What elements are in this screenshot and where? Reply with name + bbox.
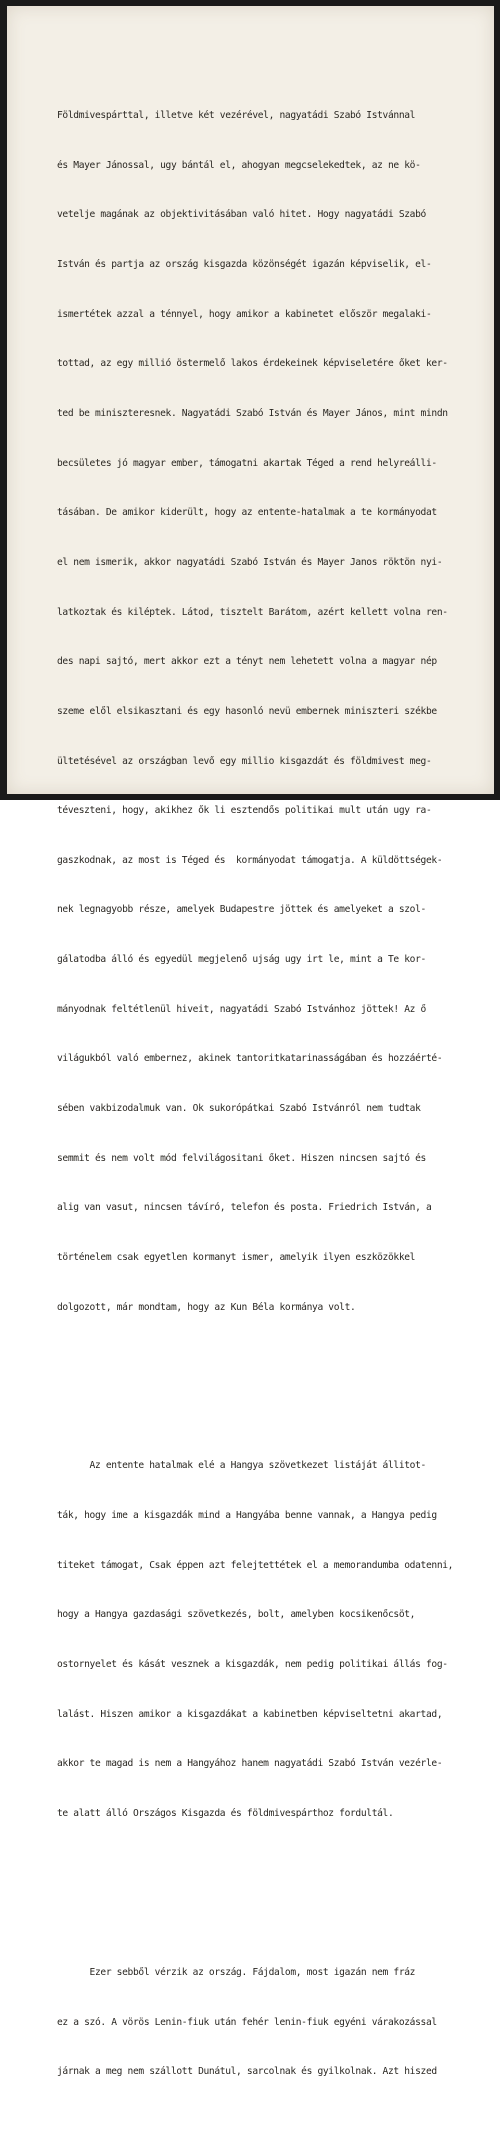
text-line: ismertétek azzal a ténnyel, hogy amikor a kabinetet először megalaki- bbox=[57, 308, 432, 320]
text-line: nek legnagyobb része, amelyek Budapestre jöttek és amelyeket a szol- bbox=[57, 904, 426, 916]
text-line: tásában. De amikor kiderült, hogy az entente-hatalmak a te kormányodat bbox=[57, 507, 437, 519]
text-line: alig van vasut, nincsen távíró, telefon és posta. Friedrich István, a bbox=[57, 1202, 432, 1214]
text-line: ültetésével az országban levő egy millio kisgazdát és földmivest meg- bbox=[57, 755, 432, 767]
paragraph-2 bbox=[57, 1425, 477, 1855]
text-line: István és partja az ország kisgazda közönségét igazán képviselik, el- bbox=[57, 259, 432, 271]
text-line: semmit és nem volt mód felvilágositani őket. Hiszen nincsen sajtó és bbox=[57, 1152, 426, 1164]
text-line: ták, hogy ime a kisgazdák mind a Hangyába benne vannak, a Hangya pedig bbox=[57, 1510, 437, 1522]
text-line: ted be miniszteresnek. Nagyatádi Szabó István és Mayer János, mint mindn bbox=[57, 408, 448, 420]
text-line: sében vakbizodalmuk van. Ok sukorópátkai Szabó Istvánról nem tudtak bbox=[57, 1103, 421, 1114]
paragraph-1 bbox=[57, 75, 477, 1349]
text-line: mányodnak feltétlenül hiveit, nagyatádi Szabó Istvánhoz jöttek! Az ő bbox=[57, 1003, 426, 1015]
text-line: és Mayer Jánossal, ugy bántál el, ahogyan megcselekedtek, az ne kö- bbox=[57, 159, 421, 171]
paragraph-gap bbox=[57, 1382, 477, 1392]
text-line: gálatodba álló és egyedül megjelenő ujság ugy irt le, mint a Te kor- bbox=[57, 954, 426, 966]
text-line: el nem ismerik, akkor nagyatádi Szabó István és Mayer Janos röktön nyi- bbox=[57, 556, 443, 568]
paragraph-3 bbox=[57, 1932, 477, 2114]
text-line: Földmivespárttal, illetve két vezérével, nagyatádi Szabó Istvánnal bbox=[57, 110, 416, 122]
text-line: des napi sajtó, mert akkor ezt a tényt nem lehetett volna a magyar nép bbox=[57, 656, 437, 668]
text-line: szeme elől elsikasztani és egy hasonló nevü embernek miniszteri székbe bbox=[57, 705, 437, 717]
text-line: járnak a meg nem szállott Dunátul, sarcolnak és gyilkolnak. Azt hiszed bbox=[57, 2066, 437, 2078]
text-line: te alatt álló Országos Kisgazda és földmivespárthoz fordultál. bbox=[57, 1807, 394, 1819]
paragraph-gap bbox=[57, 1889, 477, 1899]
text-line: téveszteni, hogy, akikhez ők li esztendős politikai mult után ugy ra- bbox=[57, 805, 432, 817]
text-line: titeket támogat, Csak éppen azt felejtettétek el a memorandumba odatenni, bbox=[57, 1559, 454, 1571]
text-line: lalást. Hiszen amikor a kisgazdákat a kabinetben képviseltetni akartad, bbox=[57, 1708, 443, 1720]
text-line: ez a szó. A vörös Lenin-fiuk után fehér lenin-fiuk egyéni várakozással bbox=[57, 2016, 437, 2028]
text-line: tottad, az egy millió östermelő lakos érdekeinek képviseletére őket ker- bbox=[57, 358, 448, 370]
text-line: akkor te magad is nem a Hangyához hanem nagyatádi Szabó István vezérle- bbox=[57, 1758, 443, 1770]
text-line: dolgozott, már mondtam, hogy az Kun Béla kormánya volt. bbox=[57, 1301, 356, 1313]
text-line: ostornyelet és kását vesznek a kisgazdák, nem pedig politikai állás fog- bbox=[57, 1659, 448, 1671]
text-line: Az entente hatalmak elé a Hangya szövetkezet listáját állitot- bbox=[57, 1460, 426, 1472]
text-line: becsületes jó magyar ember, támogatni akartak Téged a rend helyreálli- bbox=[57, 457, 437, 469]
text-line: Ezer sebből vérzik az ország. Fájdalom, most igazán nem fráz bbox=[57, 1966, 416, 1978]
text-line: hogy a Hangya gazdasági szövetkezés, bolt, amelyben kocsikenőcsöt, bbox=[57, 1609, 416, 1621]
letter-body bbox=[57, 42, 477, 2147]
text-line: világukból való embernez, akinek tantoritkatarinasságában és hozzáérté- bbox=[57, 1053, 443, 1065]
typewritten-page bbox=[7, 6, 494, 2078]
text-line: vetelje magának az objektivitásában való hitet. Hogy nagyatádi Szabó bbox=[57, 209, 426, 221]
text-line: gaszkodnak, az most is Téged és kormányodat támogatja. A küldöttségek- bbox=[57, 854, 443, 866]
text-line: történelem csak egyetlen kormanyt ismer, amelyik ilyen eszközökkel bbox=[57, 1251, 416, 1263]
text-line: latkoztak és kiléptek. Látod, tisztelt Barátom, azért kellett volna ren- bbox=[57, 606, 448, 618]
